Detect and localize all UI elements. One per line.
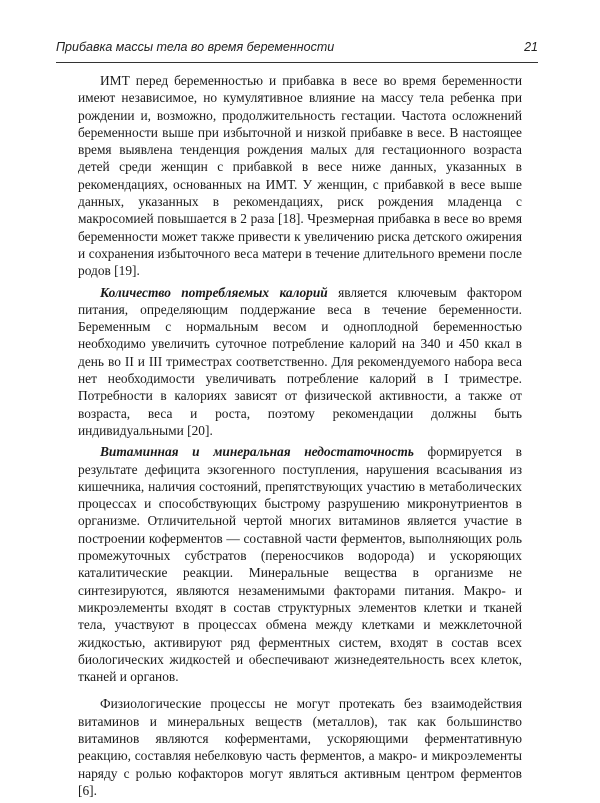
paragraph-text: формируется в результате дефицита экзогенного поступления, нарушения всасывания из кишечника, наличия состояний, препятствующих участию в метаболических процессах и способствующих быстрому разрушению микронутриентов в организме. Отличительной чертой многих витаминов является участие в построении коферментов — составной части ферментов, выполняющих роль промежуточных субстратов (переносчиков водорода) и ускоряющих каталитические реакции. Минеральные вещества в организме не синтезируются, являются незаменимыми факторами питания. Макро- и микроэлементы входят в состав структурных элементов клетки и тканей тела, участвуют в процессах обмена между клетками и межклеточной жидкостью, активируют ряд ферментных систем, входят в состав всех биологических жидкостей и обеспечивают жизнедеятельность всех клеток, тканей и органов. [78, 444, 522, 685]
page-number: 21 [524, 40, 538, 54]
paragraph-calories [78, 284, 522, 440]
term-calories: Количество потребляемых калорий [100, 284, 328, 300]
paragraph-text: Физиологические процессы не могут протекать без взаимодействия витаминов и минеральных веществ (металлов), так как большинство витаминов являются коферментами, ускоряющими ферментативную реакцию, составляя небелковую часть ферментов, а макро- и микроэлементы наряду с ролью кофакторов могут являться активным центром ферментов [6]. [78, 696, 522, 798]
term-vitamin-deficiency: Витаминная и минеральная недостаточность [100, 444, 414, 460]
paragraph-bmi [78, 72, 522, 280]
header-divider [56, 62, 538, 63]
paragraph-text: является ключевым фактором питания, определяющим поддержание веса в течение беременности. Беременным с нормальным весом и одноплодной беременностью необходимо увеличить суточное потребление калорий на 340 и 450 ккал в день во II и III триместрах соответственно. Для рекомендуемого набора веса нет необходимости увеличивать потребление калорий в I триместре. Потребности в калориях зависят от физической активности, а также от возраста, веса и роста, поэтому рекомендации должны быть индивидуальными [20]. [78, 284, 522, 438]
running-title: Прибавка массы тела во время беременности [56, 40, 335, 54]
paragraph-physiology [78, 695, 522, 799]
body-text [78, 72, 522, 803]
running-header [56, 40, 538, 54]
paragraph-text: ИМТ перед беременностью и прибавка в весе во время беременности имеют независимое, но кумулятивное влияние на массу тела ребенка при рождении и, возможно, продолжительность гестации. Частота осложнений беременности выше при избыточной и низкой прибавке в весе. В настоящее время выявлена тенденция рождения малых для гестационного возраста детей среди женщин с прибавкой в весе ниже данных, указанных в рекомендациях, основанных на ИМТ. У женщин, с прибавкой в весе выше данных, указанных в рекомендациях, риск рождения младенца с макросомией повышается в 2 раза [18]. Чрезмерная прибавка в весе во время беременности может также привести к увеличению риска детского ожирения и сохранения избыточного веса матери в течение длительного времени после родов [19]. [78, 73, 522, 279]
paragraph-vitamins [78, 443, 522, 685]
